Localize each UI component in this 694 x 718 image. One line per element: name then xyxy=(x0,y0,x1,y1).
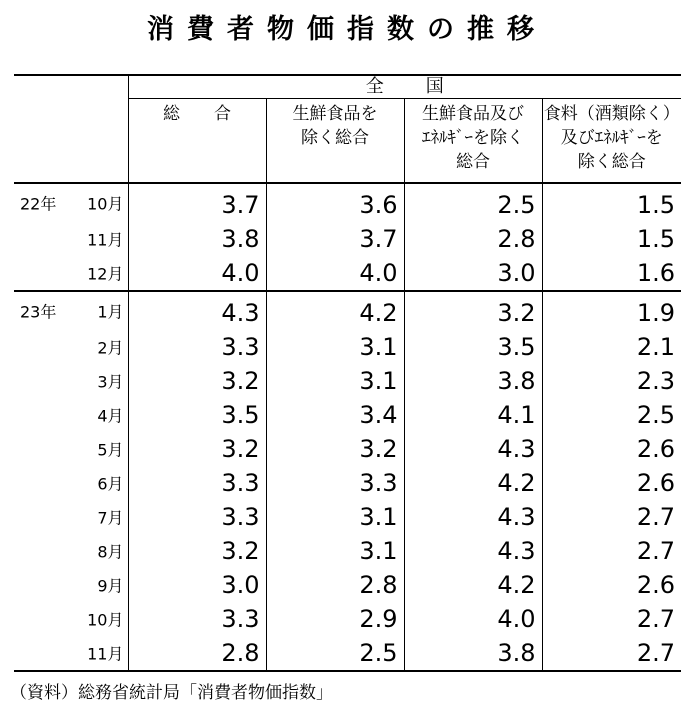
table-row xyxy=(14,183,681,222)
month-label: 3月 xyxy=(97,372,124,392)
value-cell: 1.5 xyxy=(542,183,681,222)
value-cell: 2.7 xyxy=(542,500,681,534)
value-cell: 3.1 xyxy=(266,500,404,534)
value-cell: 1.5 xyxy=(542,222,681,256)
value-cell: 3.6 xyxy=(266,183,404,222)
row-label xyxy=(14,466,128,500)
value-cell: 3.5 xyxy=(404,330,542,364)
month-label: 7月 xyxy=(97,508,124,528)
month-label: 1月 xyxy=(97,302,124,322)
value-cell: 3.3 xyxy=(128,330,266,364)
region-header: 全国 xyxy=(128,75,681,99)
value-cell: 2.7 xyxy=(542,636,681,671)
row-label xyxy=(14,364,128,398)
page-title: 消費者物価指数の推移 xyxy=(147,14,547,45)
value-cell: 4.1 xyxy=(404,398,542,432)
value-cell: 3.0 xyxy=(128,568,266,602)
month-label: 11月 xyxy=(87,644,124,664)
value-cell: 3.2 xyxy=(128,364,266,398)
value-cell: 3.8 xyxy=(128,222,266,256)
month-label: 10月 xyxy=(87,194,124,214)
value-cell: 3.2 xyxy=(128,534,266,568)
value-cell: 3.1 xyxy=(266,364,404,398)
value-cell: 2.5 xyxy=(266,636,404,671)
month-label: 9月 xyxy=(97,576,124,596)
row-label xyxy=(14,256,128,291)
value-cell: 2.3 xyxy=(542,364,681,398)
corner-cell xyxy=(14,75,128,99)
header-line: 総 合 xyxy=(163,104,231,124)
table-row xyxy=(14,432,681,466)
value-cell: 2.5 xyxy=(404,183,542,222)
header-line: 及びｴﾈﾙｷﾞｰを xyxy=(560,128,663,148)
month-label: 5月 xyxy=(97,440,124,460)
value-cell: 2.6 xyxy=(542,568,681,602)
value-cell: 3.3 xyxy=(128,466,266,500)
value-cell: 3.3 xyxy=(266,466,404,500)
value-cell: 1.9 xyxy=(542,291,681,330)
table-row xyxy=(14,602,681,636)
month-label: 12月 xyxy=(87,264,124,284)
value-cell: 3.7 xyxy=(266,222,404,256)
column-header-core xyxy=(266,99,404,184)
value-cell: 2.6 xyxy=(542,466,681,500)
column-header-food-energy-excluded xyxy=(542,99,681,184)
year-group-23 xyxy=(14,291,681,671)
value-cell: 2.6 xyxy=(542,432,681,466)
table-row xyxy=(14,364,681,398)
value-cell: 4.3 xyxy=(404,500,542,534)
header-line: 生鮮食品及び xyxy=(422,104,524,124)
table-row xyxy=(14,291,681,330)
value-cell: 4.2 xyxy=(266,291,404,330)
value-cell: 3.0 xyxy=(404,256,542,291)
value-cell: 4.3 xyxy=(404,432,542,466)
value-cell: 4.2 xyxy=(404,568,542,602)
row-label xyxy=(14,330,128,364)
value-cell: 3.2 xyxy=(128,432,266,466)
table-row xyxy=(14,222,681,256)
column-header-total xyxy=(128,99,266,184)
value-cell: 2.1 xyxy=(542,330,681,364)
value-cell: 3.4 xyxy=(266,398,404,432)
value-cell: 3.3 xyxy=(128,602,266,636)
header-row-columns xyxy=(14,99,681,184)
year-label: 23年 xyxy=(20,302,57,322)
header-line: 除く総合 xyxy=(577,152,646,172)
value-cell: 4.0 xyxy=(404,602,542,636)
row-label xyxy=(14,636,128,671)
header-line: 生鮮食品を xyxy=(292,104,378,124)
row-label xyxy=(14,534,128,568)
value-cell: 3.8 xyxy=(404,364,542,398)
value-cell: 4.0 xyxy=(128,256,266,291)
value-cell: 2.7 xyxy=(542,602,681,636)
value-cell: 4.3 xyxy=(404,534,542,568)
value-cell: 2.5 xyxy=(542,398,681,432)
value-cell: 3.8 xyxy=(404,636,542,671)
table-row xyxy=(14,330,681,364)
cpi-table-container xyxy=(14,74,681,672)
table-row xyxy=(14,466,681,500)
month-label: 10月 xyxy=(87,610,124,630)
value-cell: 2.8 xyxy=(266,568,404,602)
value-cell: 3.1 xyxy=(266,534,404,568)
value-cell: 3.5 xyxy=(128,398,266,432)
month-label: 11月 xyxy=(87,230,124,250)
row-label xyxy=(14,568,128,602)
value-cell: 2.8 xyxy=(404,222,542,256)
month-label: 6月 xyxy=(97,474,124,494)
source-note: （資料）総務省統計局「消費者物価指数」 xyxy=(10,683,333,703)
row-label xyxy=(14,500,128,534)
month-label: 4月 xyxy=(97,406,124,426)
row-label xyxy=(14,291,128,330)
value-cell: 3.7 xyxy=(128,183,266,222)
corner-cell-lower xyxy=(14,99,128,184)
header-line: 食料（酒類除く） xyxy=(543,104,680,124)
row-label xyxy=(14,602,128,636)
header-line: 除く総合 xyxy=(301,128,369,148)
row-label xyxy=(14,398,128,432)
row-label xyxy=(14,183,128,222)
table-row xyxy=(14,568,681,602)
value-cell: 4.3 xyxy=(128,291,266,330)
row-label xyxy=(14,222,128,256)
header-line: 総合 xyxy=(456,152,490,172)
value-cell: 3.2 xyxy=(404,291,542,330)
value-cell: 4.0 xyxy=(266,256,404,291)
cpi-table xyxy=(14,74,681,672)
row-label xyxy=(14,432,128,466)
value-cell: 2.9 xyxy=(266,602,404,636)
table-row xyxy=(14,398,681,432)
year-label: 22年 xyxy=(20,194,57,214)
month-label: 8月 xyxy=(97,542,124,562)
column-header-core-core xyxy=(404,99,542,184)
value-cell: 3.2 xyxy=(266,432,404,466)
value-cell: 3.1 xyxy=(266,330,404,364)
table-row xyxy=(14,534,681,568)
month-label: 2月 xyxy=(97,338,124,358)
header-row-region xyxy=(14,75,681,99)
table-row xyxy=(14,636,681,671)
value-cell: 3.3 xyxy=(128,500,266,534)
value-cell: 2.8 xyxy=(128,636,266,671)
year-group-22 xyxy=(14,183,681,291)
table-row xyxy=(14,500,681,534)
header-line: ｴﾈﾙｷﾞｰを除く xyxy=(422,128,524,148)
value-cell: 1.6 xyxy=(542,256,681,291)
value-cell: 4.2 xyxy=(404,466,542,500)
value-cell: 2.7 xyxy=(542,534,681,568)
table-row xyxy=(14,256,681,291)
